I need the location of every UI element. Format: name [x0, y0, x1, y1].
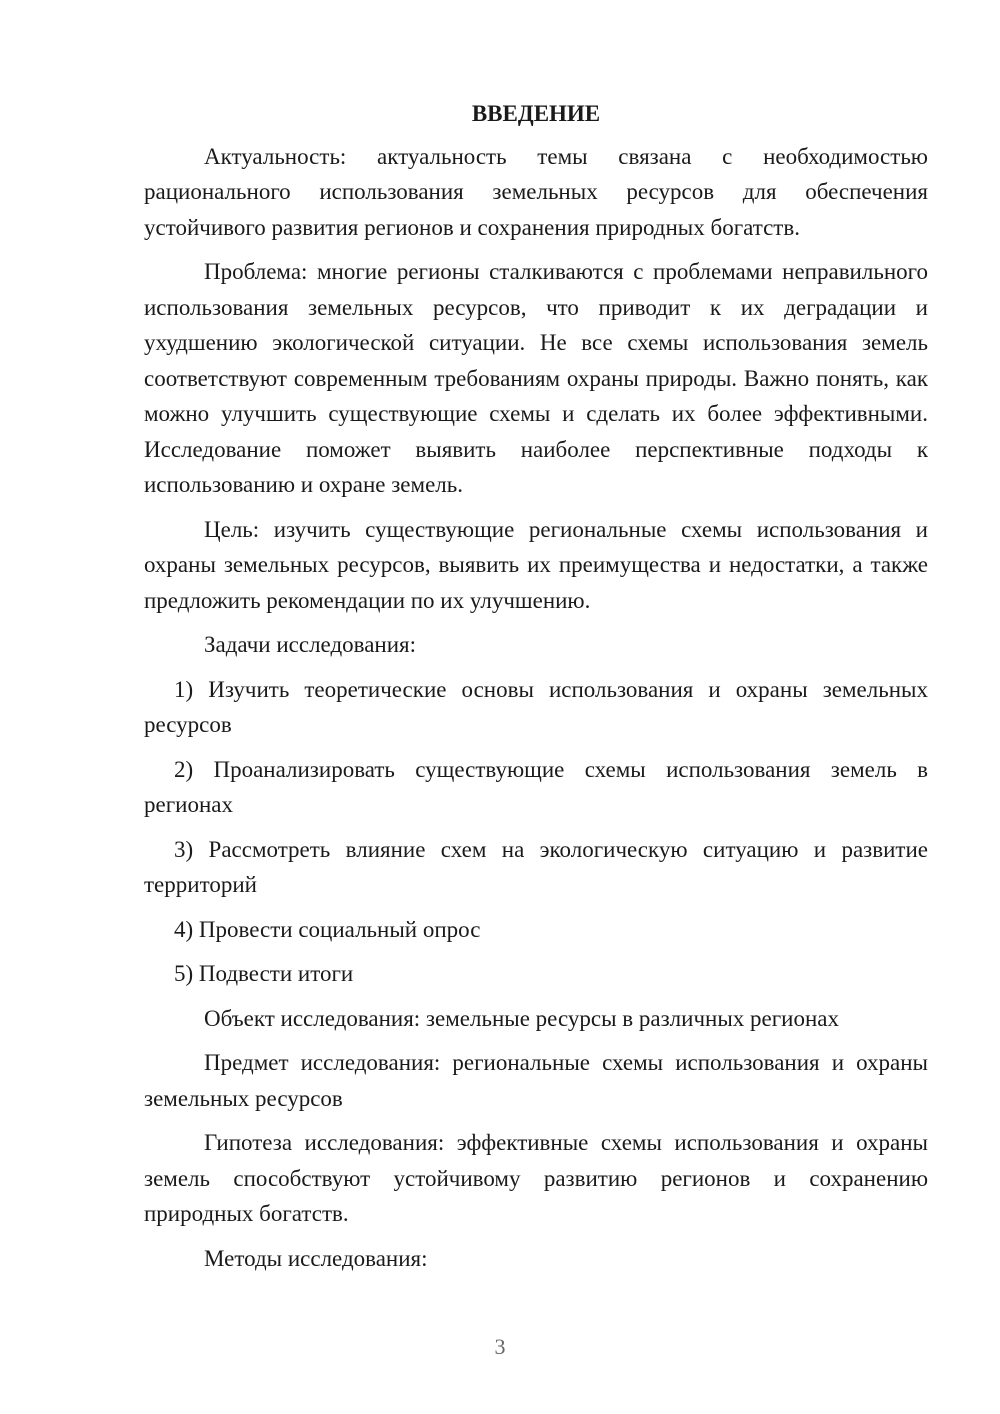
document-page	[144, 96, 928, 1285]
paragraph-object: Объект исследования: земельные ресурсы в различных регионах	[204, 1005, 840, 1031]
paragraph-subject: Предмет исследования: региональные схемы использования и охраны земельных ресурсов	[144, 1050, 928, 1111]
paragraph-problem: Проблема: многие регионы сталкиваются с проблемами неправильного использования земельных ресурсов, что приводит к их деградации и ухудшению экологической ситуации. Не все схемы использования земель соответствуют современным требованиям охраны природы. Важно понять, как можно улучшить существующие схемы и сделать их более эффективными. Исследование поможет выявить наиболее перспективные подходы к использованию и охране земель.	[144, 259, 928, 497]
paragraph-methods-heading: Методы исследования:	[204, 1245, 428, 1271]
list-item: 5) Подвести итоги	[174, 961, 354, 986]
paragraph-hypothesis: Гипотеза исследования: эффективные схемы использования и охраны земель способствуют устойчивому развитию регионов и сохранению природных богатств.	[144, 1130, 928, 1226]
list-item: 1) Изучить теоретические основы использования и охраны земельных ресурсов	[144, 676, 928, 737]
list-item: 4) Провести социальный опрос	[174, 916, 481, 942]
list-item: 2) Проанализировать существующие схемы использования земель в регионах	[144, 756, 928, 817]
section-title: ВВЕДЕНИЕ	[471, 101, 601, 126]
paragraph-relevance: Актуальность: актуальность темы связана с необходимостью рационального использования земельных ресурсов для обеспечения устойчивого развития регионов и сохранения природных богатств.	[144, 143, 928, 240]
page-number: 3	[494, 1334, 506, 1359]
list-item: 3) Рассмотреть влияние схем на экологическую ситуацию и развитие территорий	[144, 836, 928, 897]
tasks-list	[144, 672, 928, 992]
paragraph-tasks-heading: Задачи исследования:	[204, 632, 417, 657]
paragraph-goal: Цель: изучить существующие региональные схемы использования и охраны земельных ресурсов, выявить их преимущества и недостатки, а также предложить рекомендации по их улучшению.	[144, 516, 928, 613]
